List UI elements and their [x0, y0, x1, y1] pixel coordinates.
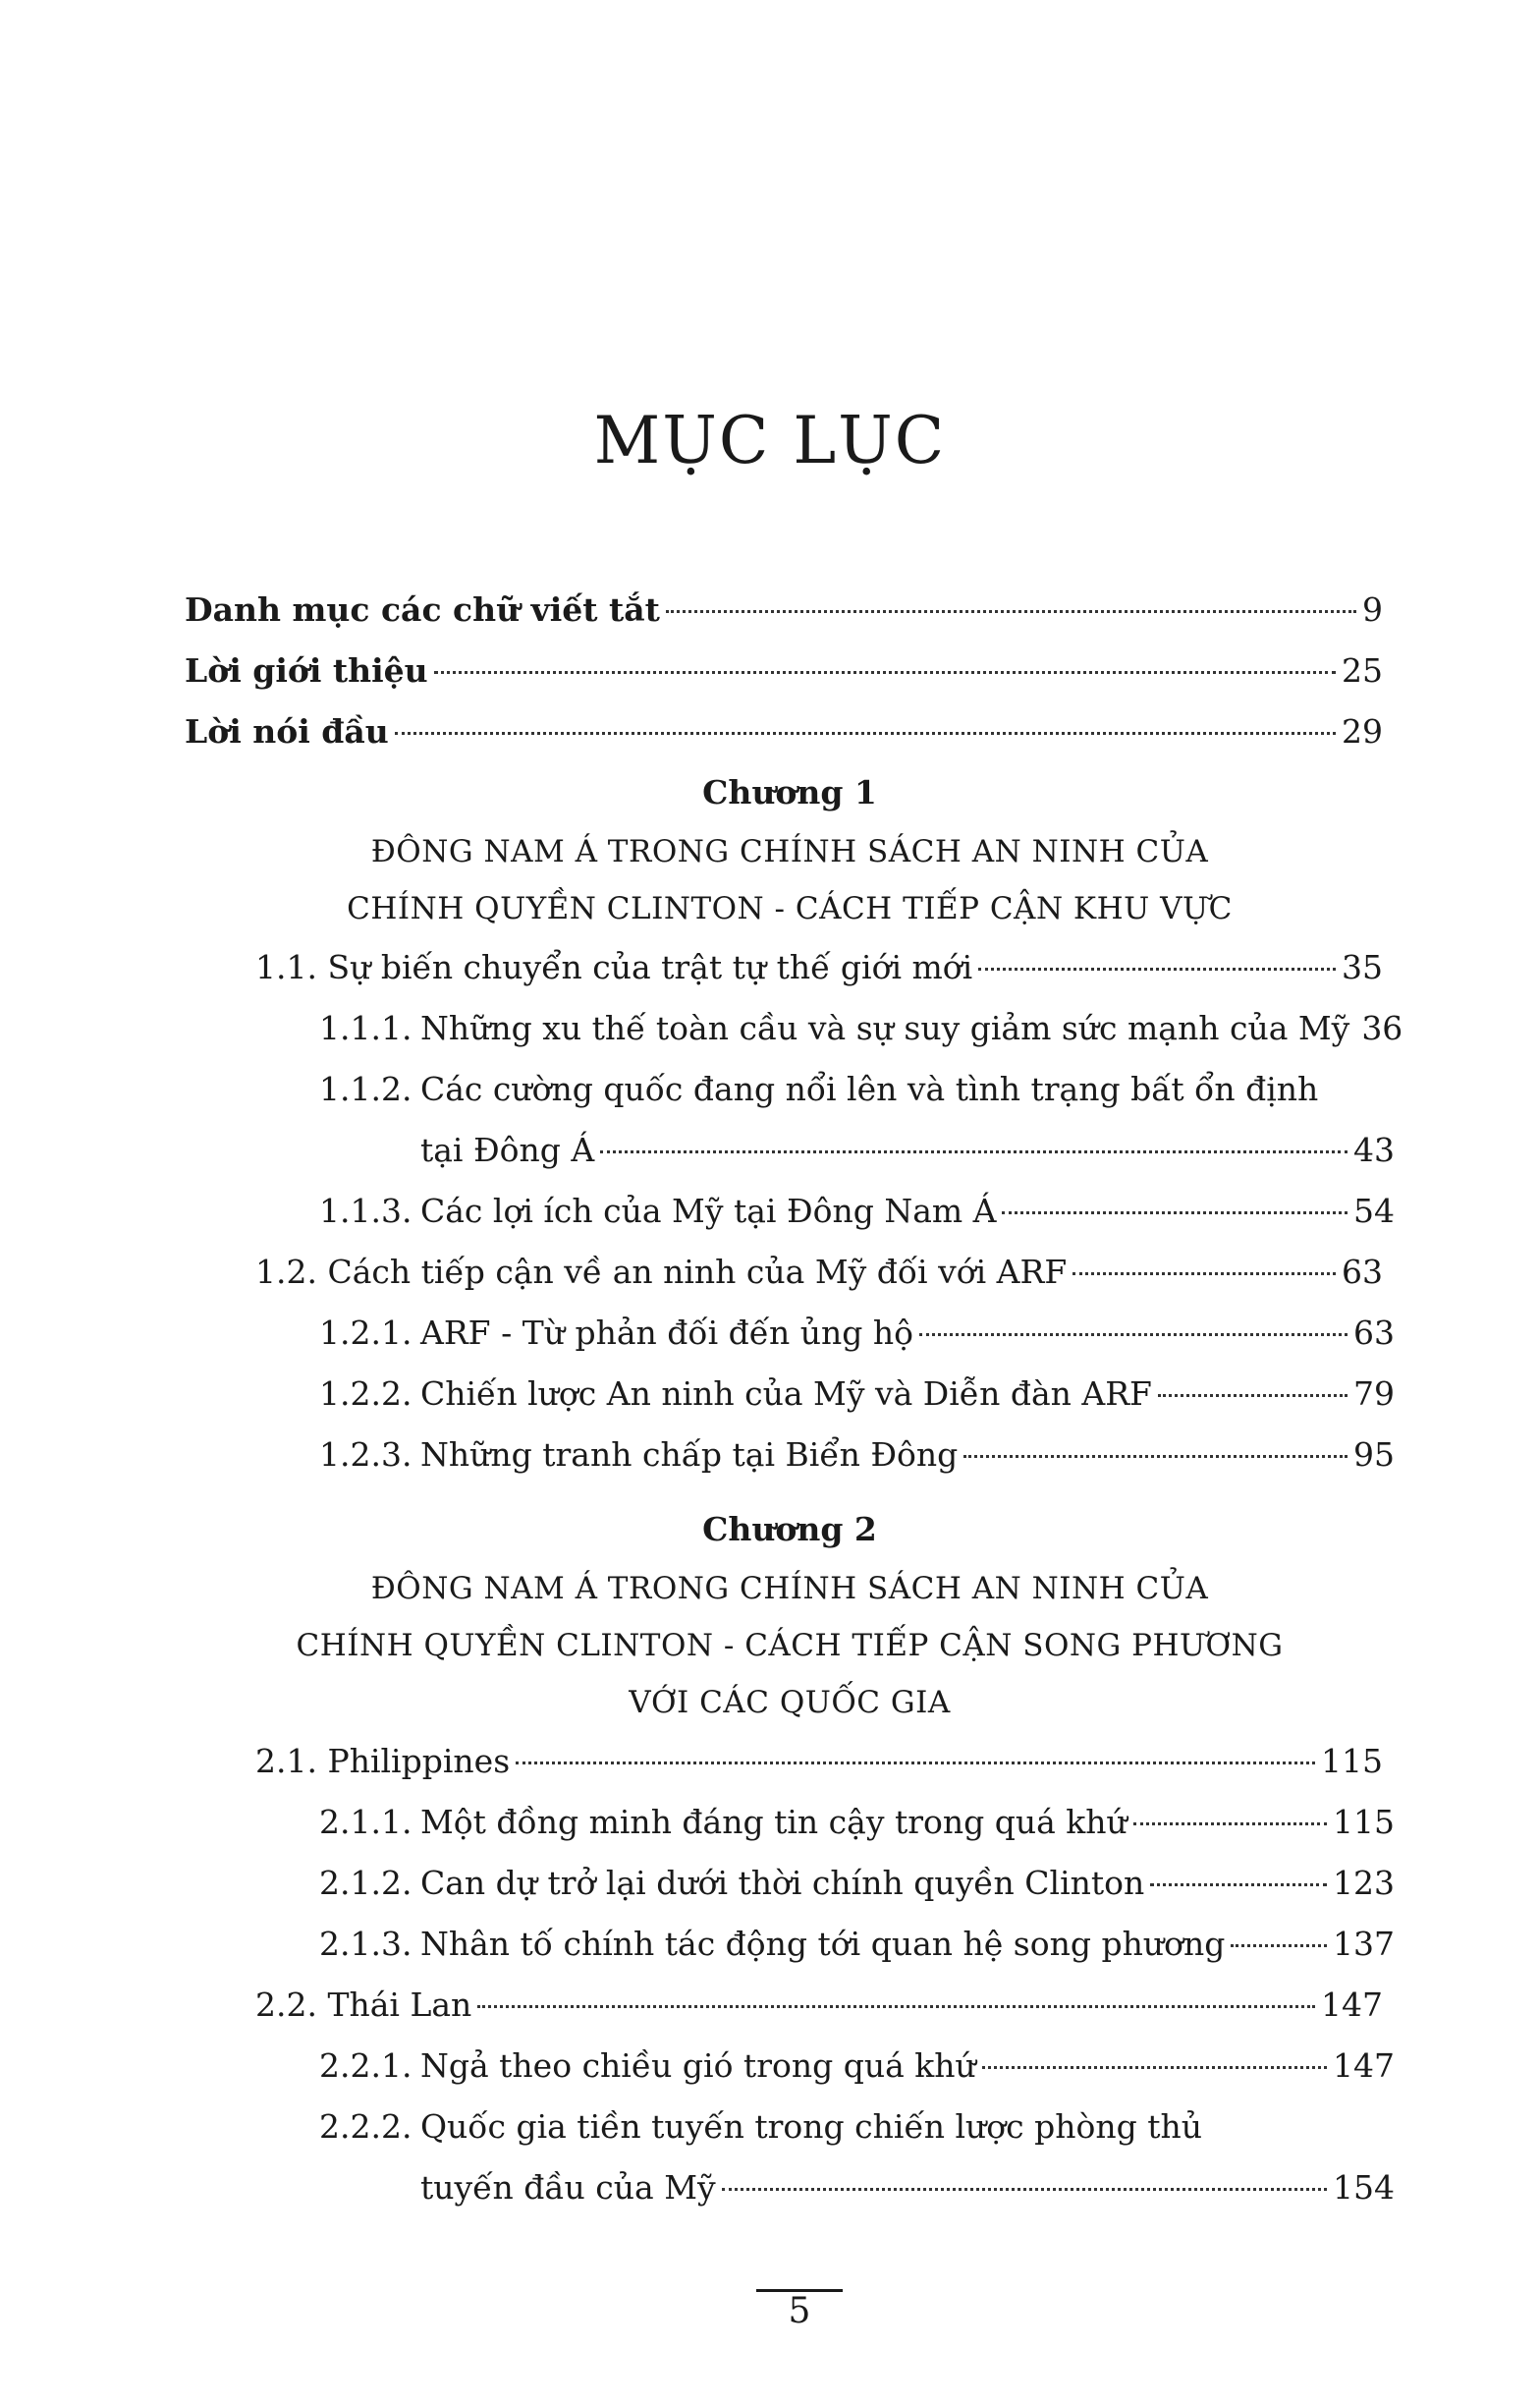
toc-entry[interactable] [0, 1425, 1540, 1485]
section-title: Quốc gia tiền tuyến trong chiến lược phòng thủ [420, 2107, 1203, 2146]
toc-entry-page: 147 [1333, 2046, 1395, 2085]
section-title: Những tranh chấp tại Biển Đông [420, 1435, 959, 1474]
section-title: Các lợi ích của Mỹ tại Đông Nam Á [420, 1192, 997, 1230]
section-number: 2.2. [255, 1986, 317, 2024]
section-title: Những xu thế toàn cầu và sự suy giảm sức mạnh của Mỹ [420, 1009, 1350, 1047]
section-number: 2.2.2. [319, 2107, 412, 2146]
dot-leader [982, 2066, 1327, 2069]
section-title: Philippines [327, 1742, 511, 1780]
toc-entry[interactable] [0, 1975, 1540, 2036]
chapter-heading: Chương 1 [702, 773, 877, 811]
toc-entry-first-line[interactable] [0, 1059, 1540, 1120]
section-title: Cách tiếp cận về an ninh của Mỹ đối với ARF [327, 1253, 1068, 1291]
section-title: Chiến lược An ninh của Mỹ và Diễn đàn ARF [420, 1374, 1152, 1413]
toc-entry-page: 147 [1321, 1986, 1383, 2024]
toc-entry[interactable] [0, 1792, 1540, 1853]
section-title: Sự biến chuyển của trật tự thế giới mới [327, 948, 973, 986]
toc-entry-page: 29 [1342, 712, 1383, 751]
chapter-title-line: ĐÔNG NAM Á TRONG CHÍNH SÁCH AN NINH CỦA [370, 834, 1209, 869]
toc-entry[interactable] [0, 1731, 1540, 1792]
dot-leader [919, 1333, 1348, 1336]
table-of-contents [0, 580, 1540, 2218]
toc-entry-label [319, 1425, 958, 1485]
dot-leader [1002, 1211, 1348, 1214]
toc-entry-page: 35 [1342, 948, 1383, 986]
section-number: 1.1.2. [319, 1070, 412, 1108]
dot-leader [978, 968, 1336, 971]
toc-entry-page: 123 [1333, 1864, 1395, 1902]
section-title: Một đồng minh đáng tin cậy trong quá khứ [420, 1803, 1128, 1841]
toc-entry-first-line[interactable] [0, 2097, 1540, 2157]
section-number: 1.2.3. [319, 1435, 412, 1474]
toc-entry[interactable] [0, 1120, 1540, 1181]
chapter-title-line: ĐÔNG NAM Á TRONG CHÍNH SÁCH AN NINH CỦA [370, 1571, 1209, 1606]
toc-entry-label [319, 1914, 1225, 1975]
dot-leader [1150, 1883, 1327, 1886]
toc-entry-page: 36 [1361, 1009, 1403, 1047]
chapter-title-line: CHÍNH QUYỀN CLINTON - CÁCH TIẾP CẬN SONG PHƯƠNG [296, 1628, 1284, 1663]
toc-entry-page: 25 [1342, 651, 1383, 690]
dot-leader [963, 1455, 1348, 1458]
page-number: 5 [788, 2291, 811, 2331]
toc-entry-label [319, 998, 1349, 1059]
toc-entry-label: tại Đông Á [420, 1131, 595, 1169]
section-title: Các cường quốc đang nổi lên và tình trạng bất ổn định [420, 1070, 1319, 1108]
dot-leader [666, 610, 1356, 613]
section-number: 1.1.1. [319, 1009, 412, 1047]
toc-entry-label [255, 1731, 510, 1792]
section-number: 2.2.1. [319, 2046, 412, 2085]
toc-entry[interactable] [0, 2157, 1540, 2218]
toc-entry-page: 79 [1353, 1374, 1395, 1413]
dot-leader [434, 671, 1336, 674]
spacer [0, 1485, 1540, 1499]
dot-leader [1231, 1944, 1327, 1947]
section-number: 1.1. [255, 948, 317, 986]
toc-entry-label [319, 1364, 1152, 1425]
toc-entry-page: 137 [1333, 1925, 1395, 1963]
section-title: ARF - Từ phản đối đến ủng hộ [420, 1314, 914, 1352]
toc-entry-label: Danh mục các chữ viết tắt [185, 590, 660, 629]
toc-entry-label [255, 1975, 471, 2036]
toc-entry[interactable] [0, 1303, 1540, 1364]
toc-entry[interactable] [0, 937, 1540, 998]
page-title: MỤC LỤC [593, 403, 947, 478]
toc-entry-page: 9 [1362, 590, 1383, 629]
toc-entry-page: 43 [1353, 1131, 1395, 1169]
toc-entry-page: 154 [1333, 2168, 1395, 2207]
section-title: Can dự trở lại dưới thời chính quyền Clinton [420, 1864, 1145, 1902]
dot-leader [1133, 1822, 1327, 1825]
chapter-heading: Chương 2 [702, 1510, 877, 1548]
toc-entry-label: tuyến đầu của Mỹ [420, 2168, 716, 2207]
toc-entry-label [319, 1181, 996, 1242]
toc-entry-label [319, 1792, 1128, 1853]
dot-leader [722, 2188, 1327, 2191]
toc-entry[interactable] [0, 1914, 1540, 1975]
dot-leader [1158, 1394, 1348, 1397]
section-number: 1.1.3. [319, 1192, 412, 1230]
toc-entry-label [255, 1242, 1067, 1303]
toc-entry[interactable] [0, 1853, 1540, 1914]
toc-entry-page: 54 [1353, 1192, 1395, 1230]
dot-leader [395, 732, 1336, 735]
dot-leader [516, 1762, 1315, 1764]
toc-entry[interactable] [0, 641, 1540, 701]
toc-entry[interactable] [0, 1242, 1540, 1303]
dot-leader [1072, 1272, 1336, 1275]
dot-leader [477, 2005, 1315, 2008]
toc-entry-page: 63 [1353, 1314, 1395, 1352]
toc-entry[interactable] [0, 701, 1540, 762]
toc-entry-label [255, 937, 972, 998]
toc-entry-page: 63 [1342, 1253, 1383, 1291]
chapter-title-line: VỚI CÁC QUỐC GIA [629, 1685, 951, 1720]
section-title: Ngả theo chiều gió trong quá khứ [420, 2046, 976, 2085]
chapter-title-line: CHÍNH QUYỀN CLINTON - CÁCH TIẾP CẬN KHU VỰC [347, 891, 1233, 926]
section-number: 2.1.3. [319, 1925, 412, 1963]
toc-entry-label: Lời nói đầu [185, 712, 389, 751]
dot-leader [600, 1150, 1348, 1153]
section-number: 2.1. [255, 1742, 317, 1780]
section-title: Thái Lan [327, 1986, 472, 2024]
toc-entry[interactable] [0, 1364, 1540, 1425]
toc-entry[interactable] [0, 580, 1540, 641]
toc-entry-page: 115 [1333, 1803, 1395, 1841]
section-number: 1.2.1. [319, 1314, 412, 1352]
section-number: 2.1.2. [319, 1864, 412, 1902]
toc-entry-label: Lời giới thiệu [185, 651, 428, 690]
section-number: 1.2.2. [319, 1374, 412, 1413]
toc-entry-page: 95 [1353, 1435, 1395, 1474]
toc-entry-label [319, 2036, 976, 2097]
toc-entry[interactable] [0, 1181, 1540, 1242]
toc-entry-page: 115 [1321, 1742, 1383, 1780]
toc-entry-label [319, 1853, 1144, 1914]
section-number: 1.2. [255, 1253, 317, 1291]
section-number: 2.1.1. [319, 1803, 412, 1841]
toc-entry-label [319, 1303, 913, 1364]
toc-entry[interactable] [0, 2036, 1540, 2097]
section-title: Nhân tố chính tác động tới quan hệ song phương [420, 1925, 1226, 1963]
toc-entry[interactable] [0, 998, 1540, 1059]
